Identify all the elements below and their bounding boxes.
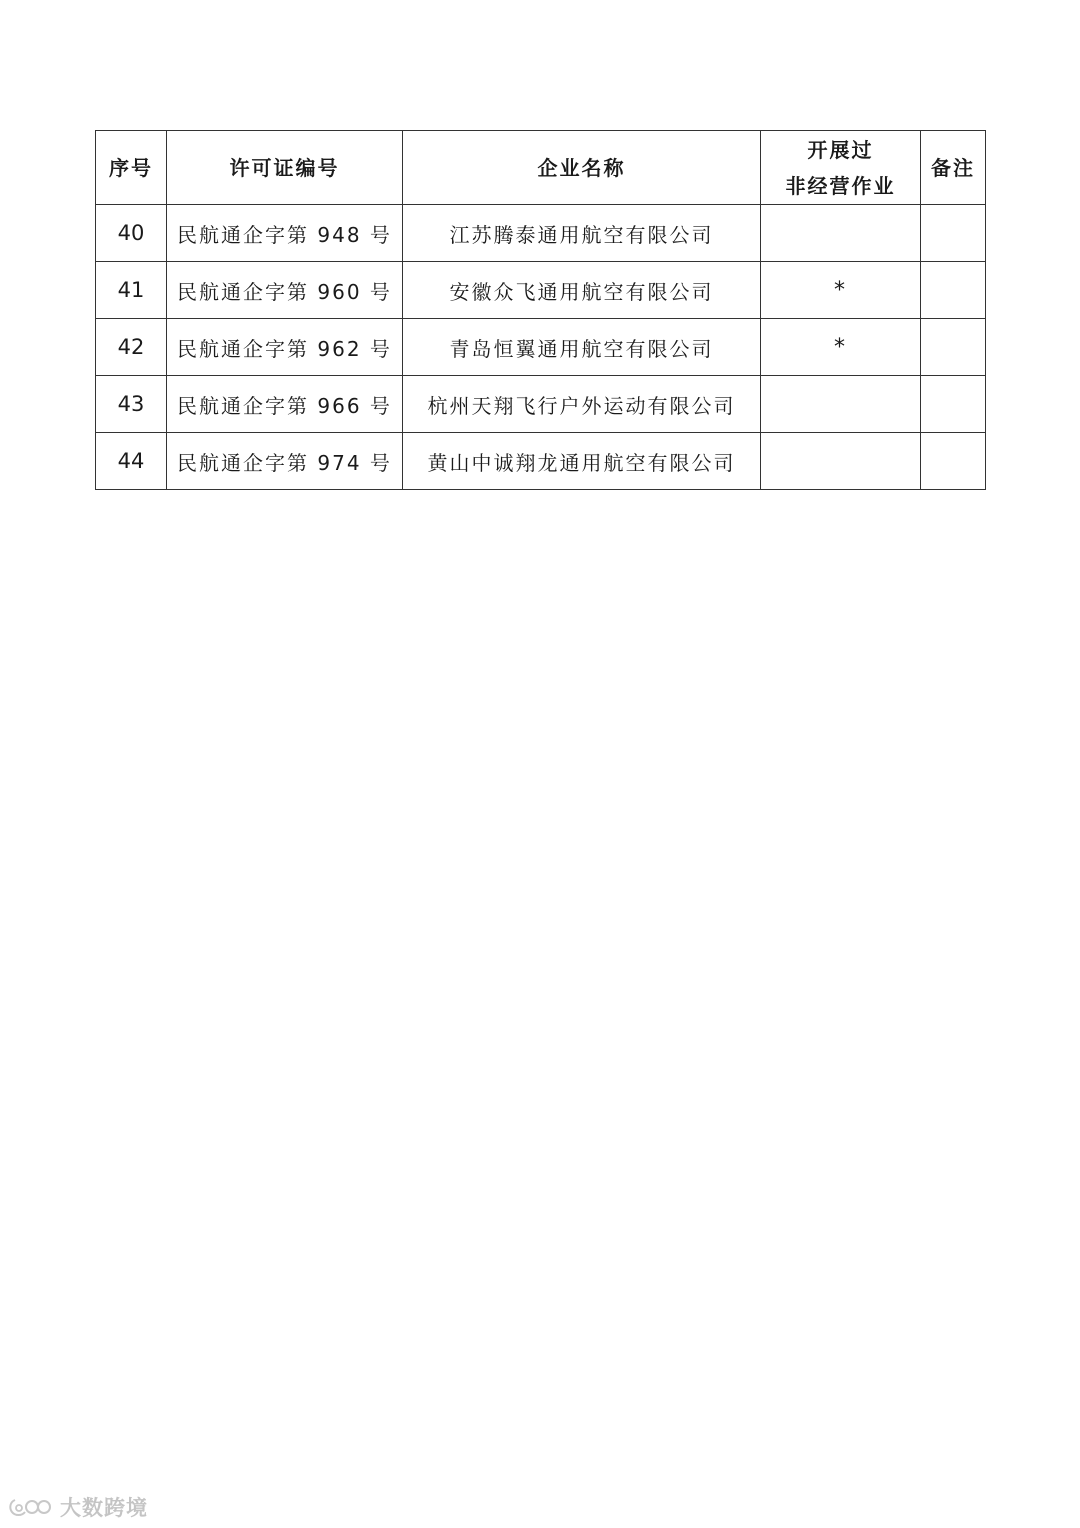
header-license-no: 许可证编号 — [167, 131, 403, 205]
weibo-logo-icon — [8, 1496, 52, 1518]
header-company: 企业名称 — [403, 131, 761, 205]
cell-license-no: 民航通企字第 948 号 — [167, 205, 403, 262]
cell-company: 青岛恒翼通用航空有限公司 — [403, 319, 761, 376]
header-remarks: 备注 — [921, 131, 986, 205]
cell-noncommercial — [761, 433, 921, 490]
cell-company: 杭州天翔飞行户外运动有限公司 — [403, 376, 761, 433]
cell-license-no: 民航通企字第 966 号 — [167, 376, 403, 433]
watermark-text: 大数跨境 — [60, 1496, 148, 1520]
cell-index: 42 — [96, 319, 167, 376]
cell-license-no: 民航通企字第 962 号 — [167, 319, 403, 376]
cell-index: 43 — [96, 376, 167, 433]
company-list-table-wrap — [95, 130, 985, 490]
cell-remarks — [921, 205, 986, 262]
cell-license-no: 民航通企字第 960 号 — [167, 262, 403, 319]
company-list-table — [95, 130, 986, 490]
cell-remarks — [921, 262, 986, 319]
cell-noncommercial: * — [761, 319, 921, 376]
cell-index: 40 — [96, 205, 167, 262]
header-noncommercial-line2: 非经营作业 — [785, 173, 896, 198]
watermark — [8, 1492, 148, 1522]
cell-company: 江苏腾泰通用航空有限公司 — [403, 205, 761, 262]
cell-remarks — [921, 319, 986, 376]
cell-index: 44 — [96, 433, 167, 490]
cell-remarks — [921, 376, 986, 433]
header-index: 序号 — [96, 131, 167, 205]
table-row — [96, 205, 986, 262]
table-header — [96, 131, 986, 205]
table-row — [96, 319, 986, 376]
header-noncommercial-line1: 开展过 — [807, 137, 874, 162]
cell-remarks — [921, 433, 986, 490]
header-row — [96, 131, 986, 205]
cell-company: 安徽众飞通用航空有限公司 — [403, 262, 761, 319]
table-body — [96, 205, 986, 490]
cell-index: 41 — [96, 262, 167, 319]
cell-noncommercial — [761, 205, 921, 262]
table-row — [96, 376, 986, 433]
cell-company: 黄山中诚翔龙通用航空有限公司 — [403, 433, 761, 490]
table-row — [96, 262, 986, 319]
cell-noncommercial: * — [761, 262, 921, 319]
table-row — [96, 433, 986, 490]
cell-license-no: 民航通企字第 974 号 — [167, 433, 403, 490]
cell-noncommercial — [761, 376, 921, 433]
header-noncommercial — [761, 131, 921, 205]
